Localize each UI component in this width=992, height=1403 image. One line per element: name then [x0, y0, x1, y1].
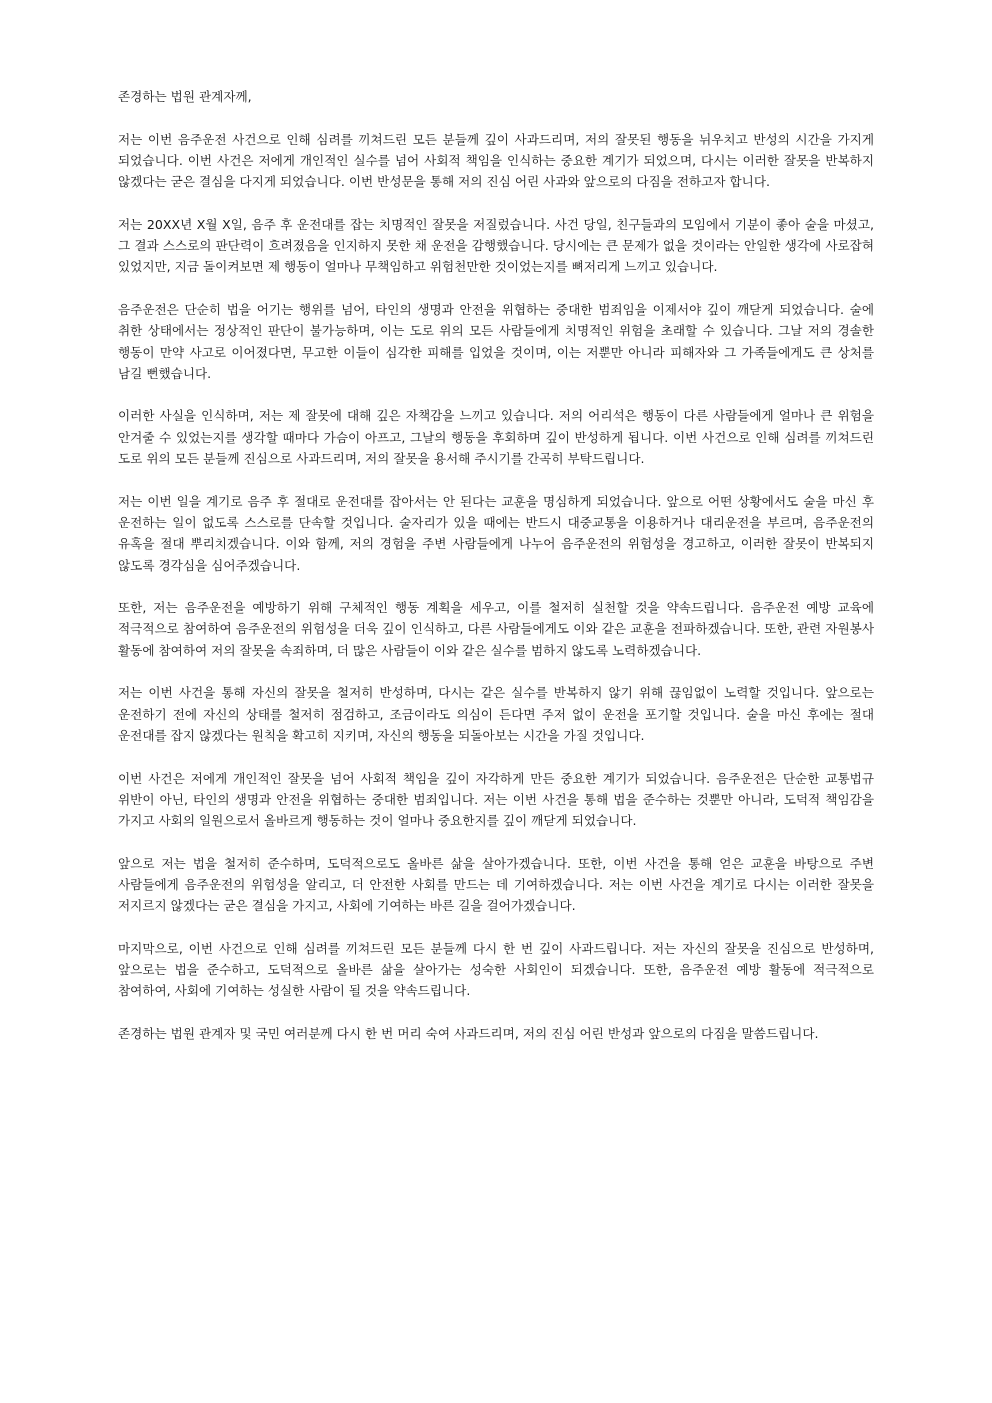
letter-paragraph: 저는 이번 음주운전 사건으로 인해 심려를 끼쳐드린 모든 분들께 깊이 사과드리며, 저의 잘못된 행동을 뉘우치고 반성의 시간을 가지게 되었습니다. 이번 사건은 저에게 개인적인 실수를 넘어 사회적 책임을 인식하는 중요한 계기가 되었으며, 다시는 이러한 잘못을 반복하지 않겠다는 굳은 결심을 다지게 되었습니다. 이번 반성문을 통해 저의 진심 어린 사과와 앞으로의 다짐을 전하고자 합니다. [118, 131, 874, 190]
letter-paragraph: 음주운전은 단순히 법을 어기는 행위를 넘어, 타인의 생명과 안전을 위협하는 중대한 범죄임을 이제서야 깊이 깨닫게 되었습니다. 술에 취한 상태에서는 정상적인 판단이 불가능하며, 이는 도로 위의 모든 사람들에게 치명적인 위험을 초래할 수 있습니다. 그날 저의 경솔한 행동이 만약 사고로 이어졌다면, 무고한 이들이 심각한 피해를 입었을 것이며, 이는 저뿐만 아니라 피해자와 그 가족들에게도 큰 상처를 남길 뻔했습니다. [118, 301, 874, 381]
letter-paragraph: 앞으로 저는 법을 철저히 준수하며, 도덕적으로도 올바른 삶을 살아가겠습니다. 또한, 이번 사건을 통해 얻은 교훈을 바탕으로 주변 사람들에게 음주운전의 위험성을 알리고, 더 안전한 사회를 만드는 데 기여하겠습니다. 저는 이번 사건을 계기로 다시는 이러한 잘못을 저지르지 않겠다는 굳은 결심을 가지고, 사회에 기여하는 바른 길을 걸어가겠습니다. [118, 855, 874, 914]
letter-closing: 존경하는 법원 관계자 및 국민 여러분께 다시 한 번 머리 숙여 사과드리며, 저의 진심 어린 반성과 앞으로의 다짐을 말씀드립니다. [118, 1026, 819, 1042]
letter-paragraph: 또한, 저는 음주운전을 예방하기 위해 구체적인 행동 계획을 세우고, 이를 철저히 실천할 것을 약속드립니다. 음주운전 예방 교육에 적극적으로 참여하여 음주운전의 위험성을 더욱 깊이 인식하고, 다른 사람들에게도 이와 같은 교훈을 전파하겠습니다. 또한, 관련 자원봉사 활동에 참여하여 저의 잘못을 속죄하며, 더 많은 사람들이 이와 같은 실수를 범하지 않도록 노력하겠습니다. [118, 600, 874, 658]
letter-paragraph: 저는 이번 사건을 통해 자신의 잘못을 철저히 반성하며, 다시는 같은 실수를 반복하지 않기 위해 끊임없이 노력할 것입니다. 앞으로는 운전하기 전에 자신의 상태를 철저히 점검하고, 조금이라도 의심이 든다면 주저 없이 운전을 포기할 것입니다. 술을 마신 후에는 절대 운전대를 잡지 않겠다는 원칙을 확고히 지키며, 자신의 행동을 되돌아보는 시간을 가질 것입니다. [118, 685, 874, 743]
letter-paragraph: 저는 20XX년 X월 X일, 음주 후 운전대를 잡는 치명적인 잘못을 저질렀습니다. 사건 당일, 친구들과의 모임에서 기분이 좋아 술을 마셨고, 그 결과 스스로의 판단력이 흐려졌음을 인지하지 못한 채 운전을 감행했습니다. 당시에는 큰 문제가 없을 것이라는 안일한 생각에 사로잡혀 있었지만, 지금 돌이켜보면 제 행동이 얼마나 무책임하고 위험천만한 것이었는지를 뼈저리게 느끼고 있습니다. [118, 216, 874, 275]
apology-letter [118, 86, 874, 1044]
letter-paragraph: 이번 사건은 저에게 개인적인 잘못을 넘어 사회적 책임을 깊이 자각하게 만든 중요한 계기가 되었습니다. 음주운전은 단순한 교통법규 위반이 아닌, 타인의 생명과 안전을 위협하는 중대한 범죄입니다. 저는 이번 사건을 통해 법을 준수하는 것뿐만 아니라, 도덕적 책임감을 가지고 사회의 일원으로서 올바르게 행동하는 것이 얼마나 중요한지를 깊이 깨닫게 되었습니다. [118, 770, 874, 829]
letter-salutation: 존경하는 법원 관계자께, [118, 89, 252, 104]
letter-paragraph: 저는 이번 일을 계기로 음주 후 절대로 운전대를 잡아서는 안 된다는 교훈을 명심하게 되었습니다. 앞으로 어떤 상황에서도 술을 마신 후 운전하는 일이 없도록 스스로를 단속할 것입니다. 술자리가 있을 때에는 반드시 대중교통을 이용하거나 대리운전을 부르며, 음주운전의 유혹을 절대 뿌리치겠습니다. 이와 함께, 저의 경험을 주변 사람들에게 나누어 음주운전의 위험성을 경고하고, 이러한 잘못이 반복되지 않도록 경각심을 심어주겠습니다. [118, 493, 874, 573]
letter-paragraph: 이러한 사실을 인식하며, 저는 제 잘못에 대해 깊은 자책감을 느끼고 있습니다. 저의 어리석은 행동이 다른 사람들에게 얼마나 큰 위험을 안겨줄 수 있었는지를 생각할 때마다 가슴이 아프고, 그날의 행동을 후회하며 깊이 반성하게 됩니다. 이번 사건으로 인해 심려를 끼쳐드린 도로 위의 모든 분들께 진심으로 사과드리며, 저의 잘못을 용서해 주시기를 간곡히 부탁드립니다. [118, 408, 874, 467]
letter-paragraph: 마지막으로, 이번 사건으로 인해 심려를 끼쳐드린 모든 분들께 다시 한 번 깊이 사과드립니다. 저는 자신의 잘못을 진심으로 반성하며, 앞으로는 법을 준수하고, 도덕적으로 올바른 삶을 살아가는 성숙한 사회인이 되겠습니다. 또한, 음주운전 예방 활동에 적극적으로 참여하여, 사회에 기여하는 성실한 사람이 될 것을 약속드립니다. [118, 940, 874, 999]
